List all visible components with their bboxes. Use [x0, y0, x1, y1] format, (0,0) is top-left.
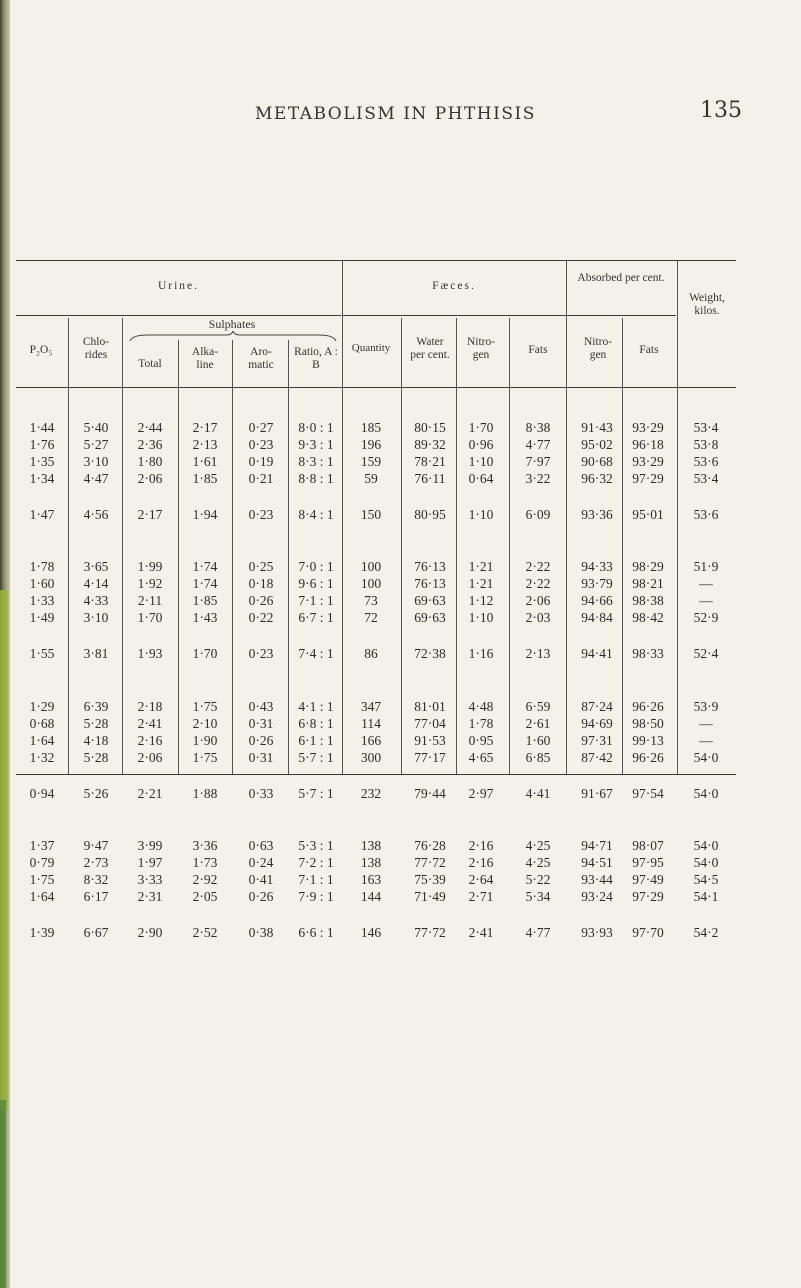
fats-cell: 2·03 [525, 610, 551, 625]
total-cell: 2·06 [137, 471, 163, 486]
ratio-cell: 8·3 : 1 [298, 454, 334, 469]
aromatic-cell: 0·24 [248, 855, 274, 870]
fats-cell: 2·13 [525, 646, 551, 661]
water-cell: 80·95 [414, 507, 446, 522]
abs-nitrogen-cell: 93·36 [581, 507, 613, 522]
ratio-cell: 5·3 : 1 [298, 838, 334, 853]
abs-nitrogen-cell: 87·24 [581, 699, 613, 714]
fats-cell: 4·25 [525, 838, 551, 853]
p2o5-cell: 1·34 [29, 471, 55, 486]
chlorides-cell: 4·56 [83, 507, 109, 522]
fats-cell: 8·38 [525, 420, 551, 435]
aromatic-cell: 0·31 [248, 716, 274, 731]
total-cell: 3·33 [137, 872, 163, 887]
fats-cell: 3·22 [525, 471, 551, 486]
nitrogen-cell: 1·21 [468, 576, 494, 591]
total-cell: 1·70 [137, 610, 163, 625]
p2o5-cell: 1·64 [29, 889, 55, 904]
nitrogen-cell: 0·96 [468, 437, 494, 452]
total-cell: 2·44 [137, 420, 163, 435]
weight-cell: 53·8 [693, 437, 719, 452]
quantity-cell: 300 [360, 750, 382, 765]
fats-cell: 2·22 [525, 576, 551, 591]
nitrogen-cell: 2·16 [468, 838, 494, 853]
nitrogen-cell: 1·10 [468, 610, 494, 625]
abs-nitrogen-cell: 94·71 [581, 838, 613, 853]
alkaline-cell: 1·61 [192, 454, 218, 469]
abs-nitrogen-cell: 93·44 [581, 872, 613, 887]
chlorides-cell: 8·32 [83, 872, 109, 887]
nitrogen-cell: 4·48 [468, 699, 494, 714]
weight-cell: 54·0 [693, 750, 719, 765]
quantity-cell: 73 [364, 593, 378, 608]
ratio-cell: 8·4 : 1 [298, 507, 334, 522]
p2o5-cell: 1·49 [29, 610, 55, 625]
abs-fats-cell: 98·38 [632, 593, 664, 608]
chlorides-cell: 6·39 [83, 699, 109, 714]
nitrogen-header: Nitro- gen [466, 336, 496, 361]
ratio-cell: 7·9 : 1 [298, 889, 334, 904]
water-cell: 81·01 [414, 699, 446, 714]
alkaline-cell: 1·88 [192, 786, 218, 801]
weight-cell: 51·9 [693, 559, 719, 574]
weight-cell: 54·0 [693, 855, 719, 870]
abs-nitrogen-cell: 96·32 [581, 471, 613, 486]
column-rule [566, 260, 567, 774]
quantity-cell: 347 [360, 699, 382, 714]
water-cell: 69·63 [414, 610, 446, 625]
alkaline-cell: 1·85 [192, 471, 218, 486]
fats-cell: 6·85 [525, 750, 551, 765]
weight-cell: — [699, 593, 713, 608]
abs-nitrogen-cell: 94·84 [581, 610, 613, 625]
abs-fats-cell: 98·33 [632, 646, 664, 661]
total-cell: 1·93 [137, 646, 163, 661]
fats-cell: 5·34 [525, 889, 551, 904]
water-cell: 69·63 [414, 593, 446, 608]
nitrogen-cell: 0·95 [468, 733, 494, 748]
abs-fats-cell: 98·42 [632, 610, 664, 625]
nitrogen-cell: 2·64 [468, 872, 494, 887]
water-cell: 79·44 [414, 786, 446, 801]
alkaline-cell: 2·05 [192, 889, 218, 904]
alkaline-cell: 2·13 [192, 437, 218, 452]
chlorides-cell: 5·40 [83, 420, 109, 435]
quantity-cell: 144 [360, 889, 382, 904]
aromatic-cell: 0·63 [248, 838, 274, 853]
aromatic-cell: 0·27 [248, 420, 274, 435]
total-cell: 1·97 [137, 855, 163, 870]
aromatic-cell: 0·26 [248, 889, 274, 904]
abs-fats-cell: 96·18 [632, 437, 664, 452]
abs-nitrogen-cell: 94·51 [581, 855, 613, 870]
ratio-header: Ratio, A : B [294, 346, 338, 371]
total-cell: 2·21 [137, 786, 163, 801]
weight-cell: 54·2 [693, 925, 719, 940]
total-cell: 1·80 [137, 454, 163, 469]
fats-cell: 7·97 [525, 454, 551, 469]
chlorides-cell: 4·18 [83, 733, 109, 748]
fats-cell: 2·06 [525, 593, 551, 608]
ratio-cell: 4·1 : 1 [298, 699, 334, 714]
ratio-cell: 5·7 : 1 [298, 750, 334, 765]
nitrogen-cell: 1·21 [468, 559, 494, 574]
quantity-cell: 232 [360, 786, 382, 801]
nitrogen-cell: 1·78 [468, 716, 494, 731]
ratio-cell: 5·7 : 1 [298, 786, 334, 801]
water-cell: 77·72 [414, 855, 446, 870]
fats-cell: 2·22 [525, 559, 551, 574]
alkaline-cell: 1·85 [192, 593, 218, 608]
abs-nitrogen-cell: 95·02 [581, 437, 613, 452]
abs-fats-cell: 93·29 [632, 454, 664, 469]
aromatic-cell: 0·23 [248, 646, 274, 661]
p2o5-cell: 1·64 [29, 733, 55, 748]
water-cell: 77·72 [414, 925, 446, 940]
absorbed-header: Absorbed per cent. [577, 272, 665, 284]
weight-cell: 54·0 [693, 786, 719, 801]
fats-header: Fats [528, 344, 548, 356]
quantity-cell: 159 [360, 454, 382, 469]
abs-nitrogen-cell: 94·41 [581, 646, 613, 661]
quantity-cell: 166 [360, 733, 382, 748]
chlorides-cell: 6·17 [83, 889, 109, 904]
weight-cell: 54·5 [693, 872, 719, 887]
p2o5-cell: 1·55 [29, 646, 55, 661]
aromatic-cell: 0·26 [248, 593, 274, 608]
chlorides-cell: 3·81 [83, 646, 109, 661]
quantity-cell: 150 [360, 507, 382, 522]
abs-nitrogen-cell: 93·79 [581, 576, 613, 591]
total-cell: 2·36 [137, 437, 163, 452]
aromatic-cell: 0·43 [248, 699, 274, 714]
aromatic-header: Aro- matic [248, 346, 274, 371]
weight-cell: 54·0 [693, 838, 719, 853]
p2o5-cell: 1·75 [29, 872, 55, 887]
total-cell: 3·99 [137, 838, 163, 853]
weight-cell: 53·6 [693, 507, 719, 522]
ratio-cell: 7·1 : 1 [298, 872, 334, 887]
total-cell: 2·31 [137, 889, 163, 904]
chlorides-cell: 3·10 [83, 454, 109, 469]
p2o5-cell: 1·39 [29, 925, 55, 940]
weight-cell: 53·4 [693, 471, 719, 486]
aromatic-cell: 0·33 [248, 786, 274, 801]
urine-group-rule [16, 315, 341, 316]
alkaline-header: Alka- line [191, 346, 219, 371]
nitrogen-cell: 1·70 [468, 420, 494, 435]
nitrogen-cell: 4·65 [468, 750, 494, 765]
ratio-cell: 6·1 : 1 [298, 733, 334, 748]
water-cell: 76·28 [414, 838, 446, 853]
chlorides-cell: 9·47 [83, 838, 109, 853]
chlorides-cell: 5·28 [83, 716, 109, 731]
abs-fats-header: Fats [639, 344, 659, 356]
abs-fats-cell: 97·49 [632, 872, 664, 887]
weight-cell: — [699, 576, 713, 591]
ratio-cell: 9·6 : 1 [298, 576, 334, 591]
abs-fats-cell: 99·13 [632, 733, 664, 748]
faeces-group-rule [343, 315, 676, 316]
fats-cell: 2·61 [525, 716, 551, 731]
aromatic-cell: 0·22 [248, 610, 274, 625]
total-cell: 2·18 [137, 699, 163, 714]
chlorides-cell: 5·27 [83, 437, 109, 452]
total-cell: 2·06 [137, 750, 163, 765]
quantity-header: Quantity [351, 342, 391, 354]
table-top-rule [16, 260, 736, 261]
weight-cell: 54·1 [693, 889, 719, 904]
nitrogen-cell: 1·10 [468, 454, 494, 469]
chlorides-cell: 6·67 [83, 925, 109, 940]
quantity-cell: 59 [364, 471, 378, 486]
water-cell: 78·21 [414, 454, 446, 469]
sulphates-brace [128, 331, 338, 343]
header-bottom-rule [16, 387, 736, 388]
p2o5-cell: 0·68 [29, 716, 55, 731]
abs-fats-cell: 98·07 [632, 838, 664, 853]
urine-header: Urine. [157, 280, 200, 292]
p2o5-cell: 1·33 [29, 593, 55, 608]
ratio-cell: 7·4 : 1 [298, 646, 334, 661]
p2o5-header: P₂O₅ [29, 344, 53, 356]
chlorides-cell: 5·26 [83, 786, 109, 801]
alkaline-cell: 3·36 [192, 838, 218, 853]
aromatic-cell: 0·25 [248, 559, 274, 574]
aromatic-cell: 0·23 [248, 507, 274, 522]
ratio-cell: 7·2 : 1 [298, 855, 334, 870]
abs-fats-cell: 95·01 [632, 507, 664, 522]
weight-cell: 53·4 [693, 420, 719, 435]
abs-fats-cell: 98·21 [632, 576, 664, 591]
water-cell: 89·32 [414, 437, 446, 452]
sulphates-header: Sulphates [208, 317, 256, 331]
p2o5-cell: 0·94 [29, 786, 55, 801]
fats-cell: 4·77 [525, 925, 551, 940]
nitrogen-cell: 2·16 [468, 855, 494, 870]
total-cell: 1·99 [137, 559, 163, 574]
page-number: 135 [700, 98, 742, 123]
quantity-cell: 163 [360, 872, 382, 887]
nitrogen-cell: 2·97 [468, 786, 494, 801]
aromatic-cell: 0·18 [248, 576, 274, 591]
water-cell: 77·04 [414, 716, 446, 731]
weight-cell: — [699, 733, 713, 748]
p2o5-cell: 1·60 [29, 576, 55, 591]
weight-cell: — [699, 716, 713, 731]
chlorides-cell: 5·28 [83, 750, 109, 765]
abs-nitrogen-cell: 93·24 [581, 889, 613, 904]
nitrogen-cell: 1·16 [468, 646, 494, 661]
alkaline-cell: 2·10 [192, 716, 218, 731]
alkaline-cell: 1·74 [192, 576, 218, 591]
total-header: Total [138, 358, 162, 370]
chlorides-cell: 3·65 [83, 559, 109, 574]
nitrogen-cell: 0·64 [468, 471, 494, 486]
abs-nitrogen-cell: 87·42 [581, 750, 613, 765]
quantity-cell: 196 [360, 437, 382, 452]
chlorides-cell: 3·10 [83, 610, 109, 625]
quantity-cell: 138 [360, 855, 382, 870]
quantity-cell: 100 [360, 576, 382, 591]
water-cell: 76·13 [414, 576, 446, 591]
abs-fats-cell: 98·29 [632, 559, 664, 574]
chlorides-cell: 4·14 [83, 576, 109, 591]
total-cell: 2·17 [137, 507, 163, 522]
water-header: Water per cent. [410, 336, 450, 361]
p2o5-cell: 1·44 [29, 420, 55, 435]
p2o5-cell: 1·29 [29, 699, 55, 714]
aromatic-cell: 0·21 [248, 471, 274, 486]
weight-cell: 53·9 [693, 699, 719, 714]
quantity-cell: 72 [364, 610, 378, 625]
water-cell: 75·39 [414, 872, 446, 887]
ratio-cell: 8·0 : 1 [298, 420, 334, 435]
abs-nitrogen-cell: 91·43 [581, 420, 613, 435]
fats-cell: 4·77 [525, 437, 551, 452]
aromatic-cell: 0·41 [248, 872, 274, 887]
water-cell: 72·38 [414, 646, 446, 661]
chlorides-header: Chlo- rides [82, 336, 110, 361]
fats-cell: 6·09 [525, 507, 551, 522]
chlorides-cell: 4·33 [83, 593, 109, 608]
abs-fats-cell: 97·29 [632, 471, 664, 486]
fats-cell: 4·41 [525, 786, 551, 801]
water-cell: 76·13 [414, 559, 446, 574]
abs-fats-cell: 93·29 [632, 420, 664, 435]
abs-nitrogen-cell: 94·69 [581, 716, 613, 731]
alkaline-cell: 1·75 [192, 750, 218, 765]
total-cell: 2·90 [137, 925, 163, 940]
page-edge-color-lower [0, 1100, 6, 1288]
p2o5-cell: 1·47 [29, 507, 55, 522]
chlorides-cell: 2·73 [83, 855, 109, 870]
alkaline-cell: 2·52 [192, 925, 218, 940]
abs-fats-cell: 97·54 [632, 786, 664, 801]
p2o5-cell: 1·78 [29, 559, 55, 574]
quantity-cell: 86 [364, 646, 378, 661]
abs-nitrogen-cell: 94·33 [581, 559, 613, 574]
faeces-header: Fæces. [432, 280, 476, 292]
ratio-cell: 7·1 : 1 [298, 593, 334, 608]
fats-cell: 6·59 [525, 699, 551, 714]
nitrogen-cell: 1·12 [468, 593, 494, 608]
water-cell: 80·15 [414, 420, 446, 435]
weight-cell: 52·4 [693, 646, 719, 661]
quantity-cell: 100 [360, 559, 382, 574]
abs-fats-cell: 97·95 [632, 855, 664, 870]
p2o5-cell: 1·32 [29, 750, 55, 765]
nitrogen-cell: 2·41 [468, 925, 494, 940]
quantity-cell: 138 [360, 838, 382, 853]
chlorides-cell: 4·47 [83, 471, 109, 486]
quantity-cell: 146 [360, 925, 382, 940]
alkaline-cell: 2·17 [192, 420, 218, 435]
ratio-cell: 6·8 : 1 [298, 716, 334, 731]
alkaline-cell: 1·70 [192, 646, 218, 661]
fats-cell: 5·22 [525, 872, 551, 887]
p2o5-cell: 0·79 [29, 855, 55, 870]
water-cell: 77·17 [414, 750, 446, 765]
total-cell: 2·16 [137, 733, 163, 748]
abs-nitrogen-cell: 90·68 [581, 454, 613, 469]
ratio-cell: 6·7 : 1 [298, 610, 334, 625]
abs-fats-cell: 97·70 [632, 925, 664, 940]
p2o5-cell: 1·76 [29, 437, 55, 452]
alkaline-cell: 1·75 [192, 699, 218, 714]
abs-nitrogen-cell: 97·31 [581, 733, 613, 748]
abs-fats-cell: 97·29 [632, 889, 664, 904]
weight-cell: 52·9 [693, 610, 719, 625]
water-cell: 91·53 [414, 733, 446, 748]
aromatic-cell: 0·23 [248, 437, 274, 452]
aromatic-cell: 0·19 [248, 454, 274, 469]
total-cell: 2·11 [137, 593, 163, 608]
running-head: METABOLISM IN PHTHISIS [255, 104, 536, 124]
abs-fats-cell: 98·50 [632, 716, 664, 731]
alkaline-cell: 1·90 [192, 733, 218, 748]
aromatic-cell: 0·26 [248, 733, 274, 748]
abs-fats-cell: 96·26 [632, 699, 664, 714]
weight-header: Weight, kilos. [689, 292, 725, 317]
water-cell: 76·11 [414, 471, 446, 486]
abs-nitrogen-cell: 94·66 [581, 593, 613, 608]
quantity-cell: 185 [360, 420, 382, 435]
abs-nitrogen-header: Nitro- gen [583, 336, 613, 361]
ratio-cell: 8·8 : 1 [298, 471, 334, 486]
p2o5-cell: 1·37 [29, 838, 55, 853]
ratio-cell: 6·6 : 1 [298, 925, 334, 940]
ratio-cell: 7·0 : 1 [298, 559, 334, 574]
weight-cell: 53·6 [693, 454, 719, 469]
nitrogen-cell: 2·71 [468, 889, 494, 904]
abs-nitrogen-cell: 93·93 [581, 925, 613, 940]
abs-fats-cell: 96·26 [632, 750, 664, 765]
abs-nitrogen-cell: 91·67 [581, 786, 613, 801]
quantity-cell: 114 [361, 716, 381, 731]
alkaline-cell: 2·92 [192, 872, 218, 887]
alkaline-cell: 1·94 [192, 507, 218, 522]
alkaline-cell: 1·73 [192, 855, 218, 870]
alkaline-cell: 1·43 [192, 610, 218, 625]
water-cell: 71·49 [414, 889, 446, 904]
fats-cell: 4·25 [525, 855, 551, 870]
table-bottom-rule [16, 774, 736, 775]
aromatic-cell: 0·38 [248, 925, 274, 940]
ratio-cell: 9·3 : 1 [298, 437, 334, 452]
aromatic-cell: 0·31 [248, 750, 274, 765]
total-cell: 1·92 [137, 576, 163, 591]
alkaline-cell: 1·74 [192, 559, 218, 574]
p2o5-cell: 1·35 [29, 454, 55, 469]
nitrogen-cell: 1·10 [468, 507, 494, 522]
total-cell: 2·41 [137, 716, 163, 731]
fats-cell: 1·60 [525, 733, 551, 748]
page-edge-color [0, 590, 8, 1110]
